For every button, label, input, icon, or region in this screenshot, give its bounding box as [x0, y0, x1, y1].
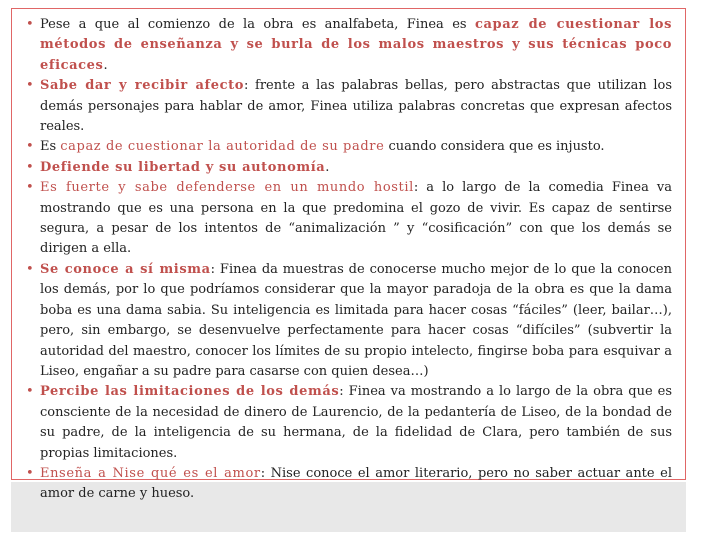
item-text: : a lo largo de la comedia Finea va mostrando que es una persona en la que predomina el gozo de vivir. Es capaz de sentirse segura, a pesar de los intentos de “animalización ” y “cosificación” con que los demás se dirigen a ella.: [40, 180, 672, 257]
item-text: Pese a que al comienzo de la obra es analfabeta, Finea es: [40, 17, 475, 32]
list-item: [24, 260, 672, 382]
traits-list: [24, 15, 672, 505]
item-text: : Nise conoce el amor literario, pero no saber actuar ante el amor de carne y hueso.: [40, 465, 672, 502]
list-item: [24, 158, 672, 178]
item-text: : Finea va mostrando a lo largo de la obra que es consciente de la necesidad de dinero de Laurencio, de la pedantería de Liseo, de la bondad de su padre, de la inteligencia de su hermana, de la fidelidad de Clara, pero también de sus propias limitaciones.: [40, 384, 672, 461]
item-highlight: Es fuerte y sabe defenderse en un mundo hostil: [40, 180, 414, 196]
item-highlight: capaz de cuestionar la autoridad de su padre: [60, 139, 385, 155]
item-text: .: [325, 159, 330, 175]
list-item: [24, 15, 672, 76]
item-highlight: Se conoce a sí misma: [40, 261, 211, 277]
list-item: [24, 178, 672, 260]
list-item: [24, 382, 672, 464]
list-item: [24, 137, 672, 157]
item-text: cuando considera que es injusto.: [384, 139, 605, 155]
item-text: Es: [40, 139, 61, 155]
item-text: .: [103, 57, 108, 73]
list-item: [24, 464, 672, 505]
item-highlight: Enseña a Nise qué es el amor: [40, 465, 261, 481]
item-text: : frente a las palabras bellas, pero abstractas que utilizan los demás personajes para hablar de amor, Finea utiliza palabras concretas que expresan afectos reales.: [40, 78, 672, 135]
item-highlight: Sabe dar y recibir afecto: [40, 78, 244, 94]
list-item: [24, 76, 672, 137]
item-highlight: Percibe las limitaciones de los demás: [40, 384, 340, 400]
item-text: : Finea da muestras de conocerse mucho mejor de lo que la conocen los demás, por lo que podríamos considerar que la mayor paradoja de la obra es que la dama boba es una dama sabia. Su inteligencia es limitada para hacer cosas “fáciles” (leer, bailar…), pero, sin embargo, se desenvuelve perfectamente para hacer cosas “difíciles” (subvertir la autoridad del maestro, conocer los límites de su propio intelecto, fingirse boba para esquivar a Liseo, engañar a su padre para casarse con quien desea…): [40, 261, 672, 379]
item-highlight: capaz de cuestionar los métodos de enseñanza y se burla de los malos maestros y sus técnicas poco eficaces: [40, 17, 672, 73]
item-highlight: Defiende su libertad y su autonomía: [40, 159, 326, 175]
